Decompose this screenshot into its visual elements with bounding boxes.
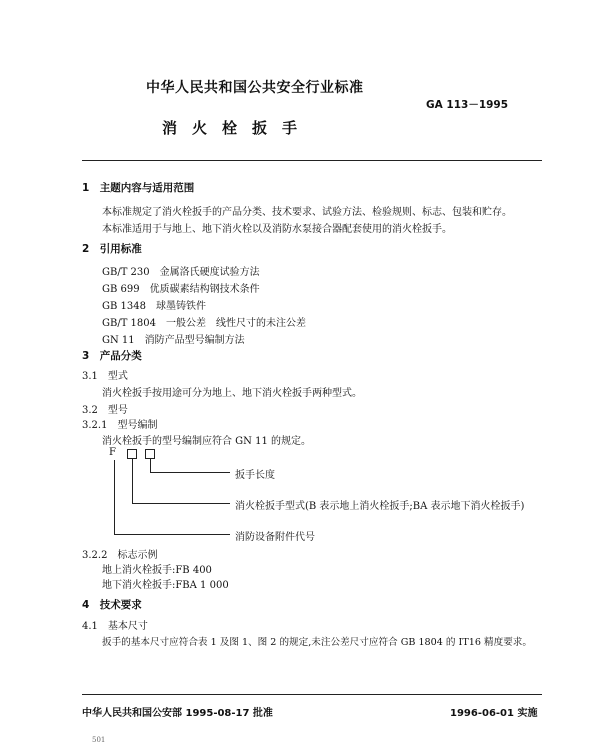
reference-item: GB/T 1804 一般公差 线性尺寸的未注公差 <box>102 318 307 329</box>
label-code: 消防设备附件代号 <box>235 532 315 543</box>
section-1-paragraph-1: 本标准规定了消火栓扳手的产品分类、技术要求、试验方法、检验规则、标志、包装和贮存。 <box>102 207 512 218</box>
model-prefix: F <box>109 447 116 458</box>
marking-example-1: 地上消火栓扳手:FB 400 <box>102 565 212 576</box>
marking-example-2: 地下消火栓扳手:FBA 1 000 <box>102 580 229 591</box>
reference-item: GB 1348 球墨铸铁件 <box>102 301 206 312</box>
header-divider <box>82 160 542 161</box>
section-4-1-text: 扳手的基本尺寸应符合表 1 及图 1、图 2 的规定,未注公差尺寸应符合 GB 1804 的 IT16 精度要求。 <box>102 637 532 648</box>
leader-line <box>114 534 230 535</box>
code-box <box>145 449 155 459</box>
leader-line <box>132 503 230 504</box>
reference-item: GB/T 230 金属洛氏硬度试验方法 <box>102 267 260 278</box>
section-4-1-heading: 4.1 基本尺寸 <box>82 621 148 632</box>
section-3-1-text: 消火栓扳手按用途可分为地上、地下消火栓扳手两种型式。 <box>102 388 362 399</box>
code-box <box>127 449 137 459</box>
section-3-2-2-heading: 3.2.2 标志示例 <box>82 550 158 561</box>
reference-item: GB 699 优质碳素结构钢技术条件 <box>102 284 260 295</box>
section-3-heading: 3 产品分类 <box>82 350 142 362</box>
approval-date: 中华人民共和国公安部 1995-08-17 批准 <box>82 708 273 719</box>
footer-divider <box>82 694 542 695</box>
leader-line <box>150 472 230 473</box>
section-1-paragraph-2: 本标准适用于与地上、地下消火栓以及消防水泵接合器配套使用的消火栓扳手。 <box>102 224 452 235</box>
section-3-2-1-text: 消火栓扳手的型号编制应符合 GN 11 的规定。 <box>102 436 311 447</box>
section-4-heading: 4 技术要求 <box>82 599 142 611</box>
standard-number: GA 113－1995 <box>426 99 509 111</box>
implementation-date: 1996-06-01 实施 <box>450 708 538 719</box>
section-1-heading: 1 主题内容与适用范围 <box>82 182 195 194</box>
document-title: 消 火 栓 扳 手 <box>162 119 298 137</box>
page-number: 501 <box>92 736 106 744</box>
section-3-1-heading: 3.1 型式 <box>82 371 128 382</box>
standard-category: 中华人民共和国公共安全行业标准 <box>146 80 364 96</box>
section-3-2-heading: 3.2 型号 <box>82 405 128 416</box>
label-type: 消火栓扳手型式(B 表示地上消火栓扳手;BA 表示地下消火栓扳手) <box>235 501 525 512</box>
label-length: 扳手长度 <box>235 470 275 481</box>
section-3-2-1-heading: 3.2.1 型号编制 <box>82 420 158 431</box>
leader-line <box>150 459 151 472</box>
leader-line <box>132 459 133 503</box>
section-2-heading: 2 引用标准 <box>82 243 142 255</box>
reference-item: GN 11 消防产品型号编制方法 <box>102 335 245 346</box>
leader-line <box>114 460 115 534</box>
